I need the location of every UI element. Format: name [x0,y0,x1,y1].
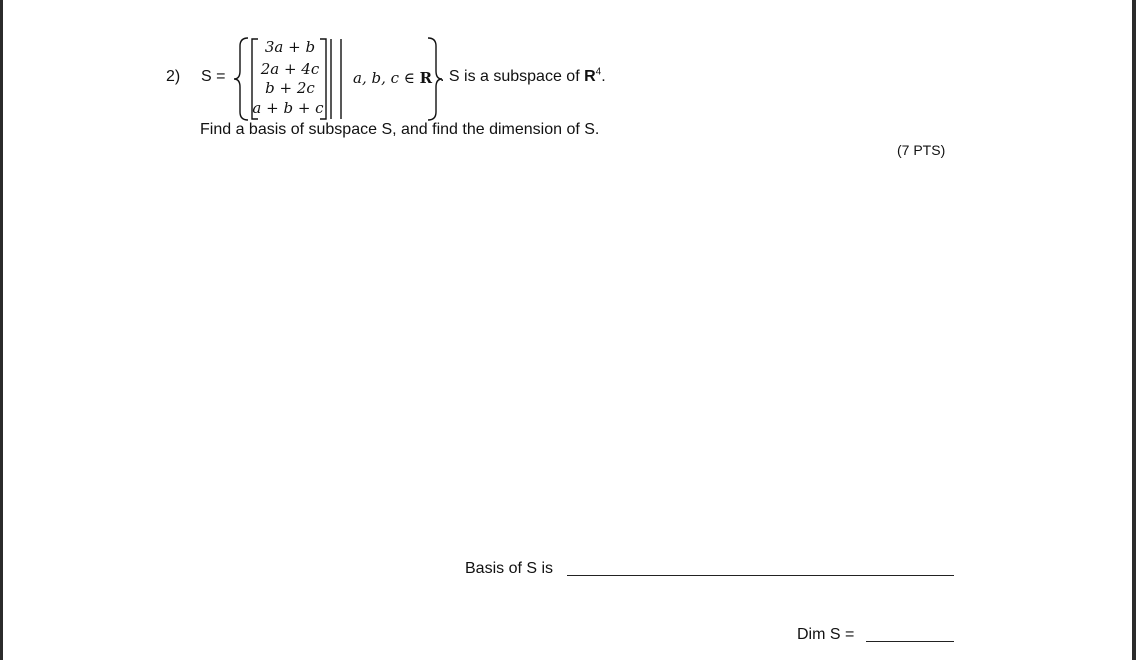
condition-variables: a, b, c ∈ [353,69,420,87]
basis-answer-blank[interactable] [567,575,954,576]
subspace-statement: . S is a subspace of $R^4$. [440,66,606,85]
set-label: S = [201,68,226,85]
page-frame-left [0,0,3,660]
r4-symbol: R [584,68,596,85]
set-builder-bars [327,38,347,120]
basis-answer-label: Basis of S is [465,560,554,577]
problem-number: 2) [166,68,181,85]
dimension-answer-blank[interactable] [866,641,954,642]
matrix-entry: a + b + c [252,99,324,117]
matrix-entry: b + 2c [265,79,315,97]
r4-superscript: 4 [595,66,602,78]
points-label: (7 PTS) [897,142,946,158]
set-condition [353,69,432,87]
dimension-answer-label: Dim S = [797,626,855,643]
instruction-text: Find a basis of subspace S, and find the dimension of S. [200,121,600,138]
page-frame-right [1132,0,1136,660]
matrix-entry: 2a + 4c [260,60,320,78]
real-numbers-symbol: R [419,69,433,87]
matrix-entry: 3a + b [264,38,316,56]
